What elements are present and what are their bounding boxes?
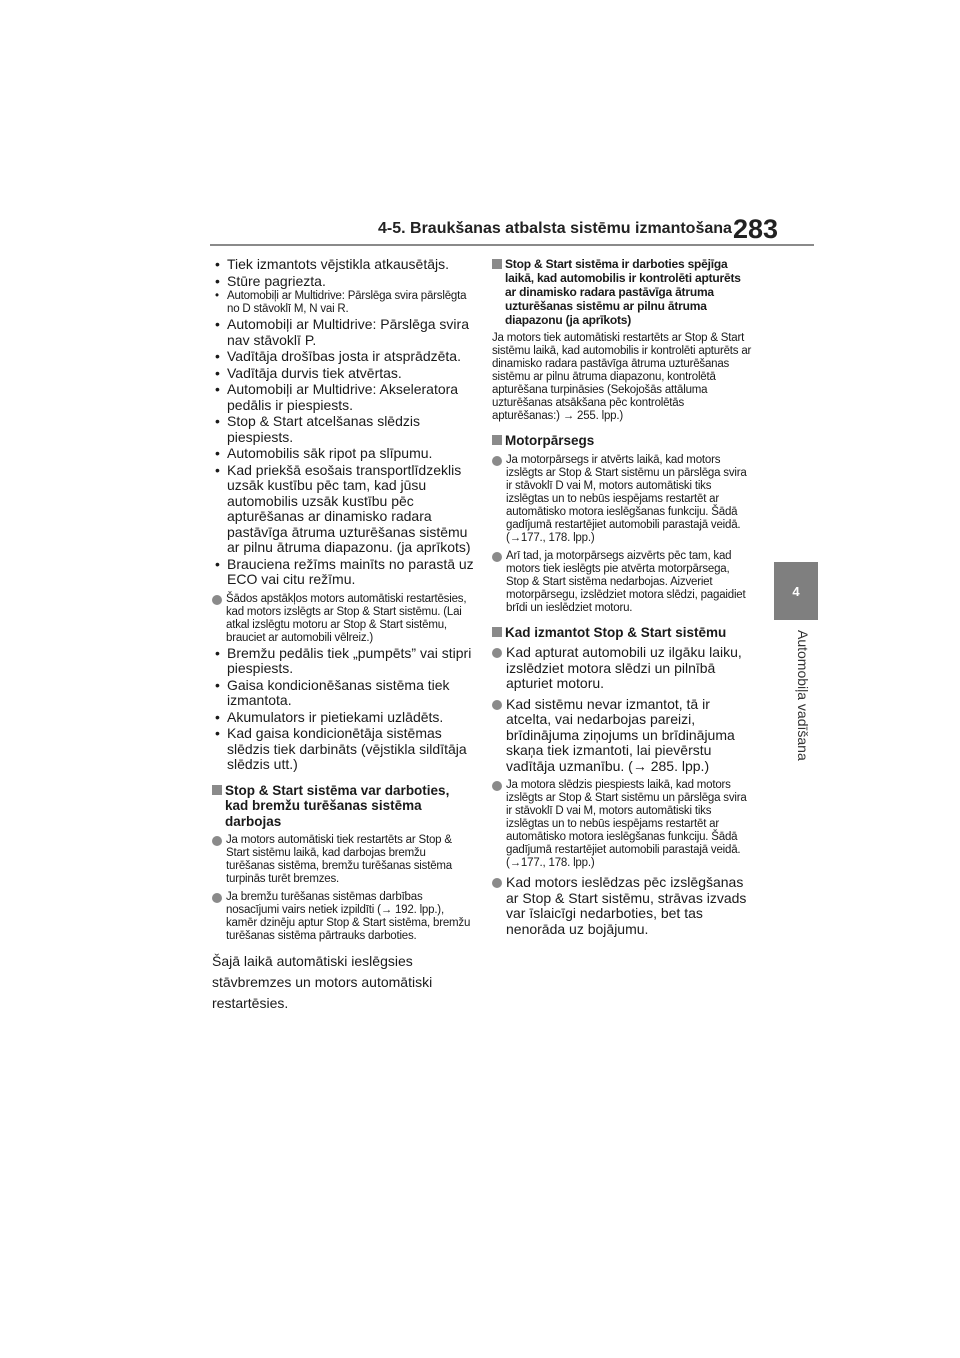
restart-conditions-list	[212, 257, 474, 588]
note-use-2	[492, 697, 754, 775]
list-item: • Stop & Start atcelšanas slēdzis piespiests.	[212, 414, 474, 445]
note-text: Ja motors automātiski tiek restartēts ar Stop & Start sistēmu laikā, kad darbojas bremžu turēšanas sistēma, bremžu turēšanas sistēma turpinās turēt bremzes.	[226, 834, 452, 885]
note-use-1	[492, 645, 754, 692]
note-text: Šādos apstākļos motors automātiski restartēsies, kad motors izslēgts ar Stop & Start sistēmu. (Lai atkal izslēgtu motoru ar Stop & Start sistēmu, brauciet ar automobili vēlreiz.)	[226, 592, 467, 644]
square-bullet-icon	[212, 785, 222, 795]
note-text: Kad apturat automobili uz ilgāku laiku, izslēdziet motora slēdzi un pilnībā apturiet motoru.	[506, 644, 742, 691]
circle-bullet-icon	[492, 552, 502, 562]
note-use-3	[492, 779, 754, 870]
section-heading-radar-cruise	[492, 257, 754, 327]
square-bullet-icon	[492, 259, 502, 269]
circle-bullet-icon	[492, 781, 502, 791]
note-text: Kad sistēmu nevar izmantot, tā ir atcelta, vai nedarbojas pareizi, brīdinājuma ziņojums un brīdinājuma skaņa tiek izmantoti, lai pievērstu vadītāja uzmanību. (→ 285. lpp.)	[506, 695, 735, 774]
section-heading-when-to-use	[492, 625, 754, 641]
list-item: • Stūre pagriezta.	[212, 274, 474, 290]
section-heading-text: Motorpārsegs	[505, 433, 595, 448]
header-divider	[210, 244, 814, 246]
radar-cruise-paragraph: Ja motors tiek automātiski restartēts ar Stop & Start sistēmu laikā, kad automobilis ir kontrolēti apturēts ar dinamisko radara pastāvīga ātruma uzturēšanas sistēmu ar pilnu ātruma diapazonu, kontrolētā apturēšana turpināsies (Sekojošās attāluma uzturēšanas atsākšana pēc kontrolētās apturēšanas:) → 255. lpp.)	[492, 332, 752, 422]
section-heading-text: Kad izmantot Stop & Start sistēmu	[505, 624, 727, 640]
circle-bullet-icon	[212, 595, 222, 605]
note-text: Ja bremžu turēšanas sistēmas darbības nosacījumi vairs netiek izpildīti (→ 192. lpp.), kamēr dzinēju aptur Stop & Start sistēma, bremžu turēšanas sistēma pārtrauks darboties.	[226, 891, 471, 942]
restart-conditions-list-2	[212, 646, 474, 773]
note-hood-2	[492, 550, 754, 615]
square-bullet-icon	[492, 435, 502, 445]
closing-paragraph: Šajā laikā automātiski ieslēgsies stāvbremzes un motors automātiski restartēsies.	[212, 953, 433, 1011]
list-item: • Bremžu pedālis tiek „pumpēts” vai stipri piespiests.	[212, 646, 474, 677]
circle-bullet-icon	[212, 893, 222, 903]
section-heading-hood	[492, 433, 754, 449]
list-item: • Tiek izmantots vējstikla atkausētājs.	[212, 257, 474, 273]
note-brake-hold-2	[212, 891, 474, 943]
circle-bullet-icon	[212, 836, 222, 846]
list-item: • Gaisa kondicionēšanas sistēma tiek izmantota.	[212, 678, 474, 709]
note-restart	[212, 593, 474, 645]
section-heading-text: Stop & Start sistēma var darboties, kad bremžu turēšanas sistēma darbojas	[225, 782, 450, 829]
list-item: • Akumulators ir pietiekami uzlādēts.	[212, 710, 474, 726]
circle-bullet-icon	[492, 700, 502, 710]
section-title: 4-5. Braukšanas atbalsta sistēmu izmantošana	[378, 220, 732, 237]
section-heading-text: Stop & Start sistēma ir darboties spējīga laikā, kad automobilis ir kontrolēti apturēts ar dinamisko radara pastāvīga ātruma uzturēšanas sistēmu ar pilnu ātruma diapazonu (ja aprīkots)	[505, 257, 741, 327]
list-item: • Vadītāja drošības josta ir atsprādzēta.	[212, 349, 474, 365]
note-text: Ja motora slēdzis piespiests laikā, kad motors izslēgts ar Stop & Start sistēmu un pārslēga svira ir stāvoklī D vai M, motors automātiski tiks izslēgtas un to nebūs iespējams restartēt ar automātisko motora ieslēgšanas funkciju. Šādā gadījumā restartējiet automobili parastajā veidā. (→177., 178. lpp.)	[506, 779, 747, 869]
list-item: • Automobiļi ar Multidrive: Pārslēga svira pārslēgta no D stāvoklī M, N vai R.	[212, 290, 474, 316]
circle-bullet-icon	[492, 456, 502, 466]
list-item: • Kad priekšā esošais transportlīdzeklis uzsāk kustību pēc tam, kad jūsu automobilis uzsāk kustību pēc apturēšanas ar dinamisko radara pastāvīga ātruma uzturēšanas sistēmu ar pilnu ātruma diapazonu. (ja aprīkots)	[212, 463, 474, 556]
note-text: Kad motors ieslēdzas pēc izslēgšanas ar Stop & Start sistēmu, strāvas izvads var īslaicīgi nedarboties, bet tas nenorāda uz bojājumu.	[506, 874, 747, 937]
chapter-tab: 4	[774, 562, 818, 620]
right-column	[492, 257, 754, 938]
page-number: 283	[733, 214, 779, 244]
note-brake-hold-1	[212, 834, 474, 886]
circle-bullet-icon	[492, 878, 502, 888]
list-item: • Automobiļi ar Multidrive: Akseleratora pedālis ir piespiests.	[212, 382, 474, 413]
section-heading-brake-hold	[212, 783, 474, 830]
note-text: Ja motorpārsegs ir atvērts laikā, kad motors izslēgts ar Stop & Start sistēmu un pārslēga svira ir stāvoklī D vai M, motors automātiski tiks izslēgtas un to nebūs iespējams restartēt ar automātisko motora ieslēgšanas funkciju. Šādā gadījumā restartējiet automobili parastajā veidā. (→177., 178. lpp.)	[506, 453, 747, 544]
list-item: • Brauciena režīms mainīts no parastā uz ECO vai citu režīmu.	[212, 557, 474, 588]
chapter-label: Automobiļa vadīšana	[795, 630, 811, 761]
list-item: • Kad gaisa kondicionētāja sistēmas slēdzis tiek darbināts (vējstikla sildītāja slēdzis utt.)	[212, 726, 474, 773]
list-item: • Vadītāja durvis tiek atvērtas.	[212, 366, 474, 382]
note-text: Arī tad, ja motorpārsegs aizvērts pēc tam, kad motors tiek ieslēgts pie atvērta motorpārsega, Stop & Start sistēma nedarbojas. Aizveriet motorpārsegu, izslēdziet motora slēdzi, pagaidiet brīdi un ieslēdziet motoru.	[506, 549, 746, 614]
square-bullet-icon	[492, 627, 502, 637]
left-column	[212, 257, 474, 1022]
circle-bullet-icon	[492, 648, 502, 658]
note-use-4	[492, 875, 754, 937]
note-hood-1	[492, 454, 754, 545]
list-item: • Automobilis sāk ripot pa slīpumu.	[212, 446, 474, 462]
list-item: • Automobiļi ar Multidrive: Pārslēga svira nav stāvoklī P.	[212, 317, 474, 348]
